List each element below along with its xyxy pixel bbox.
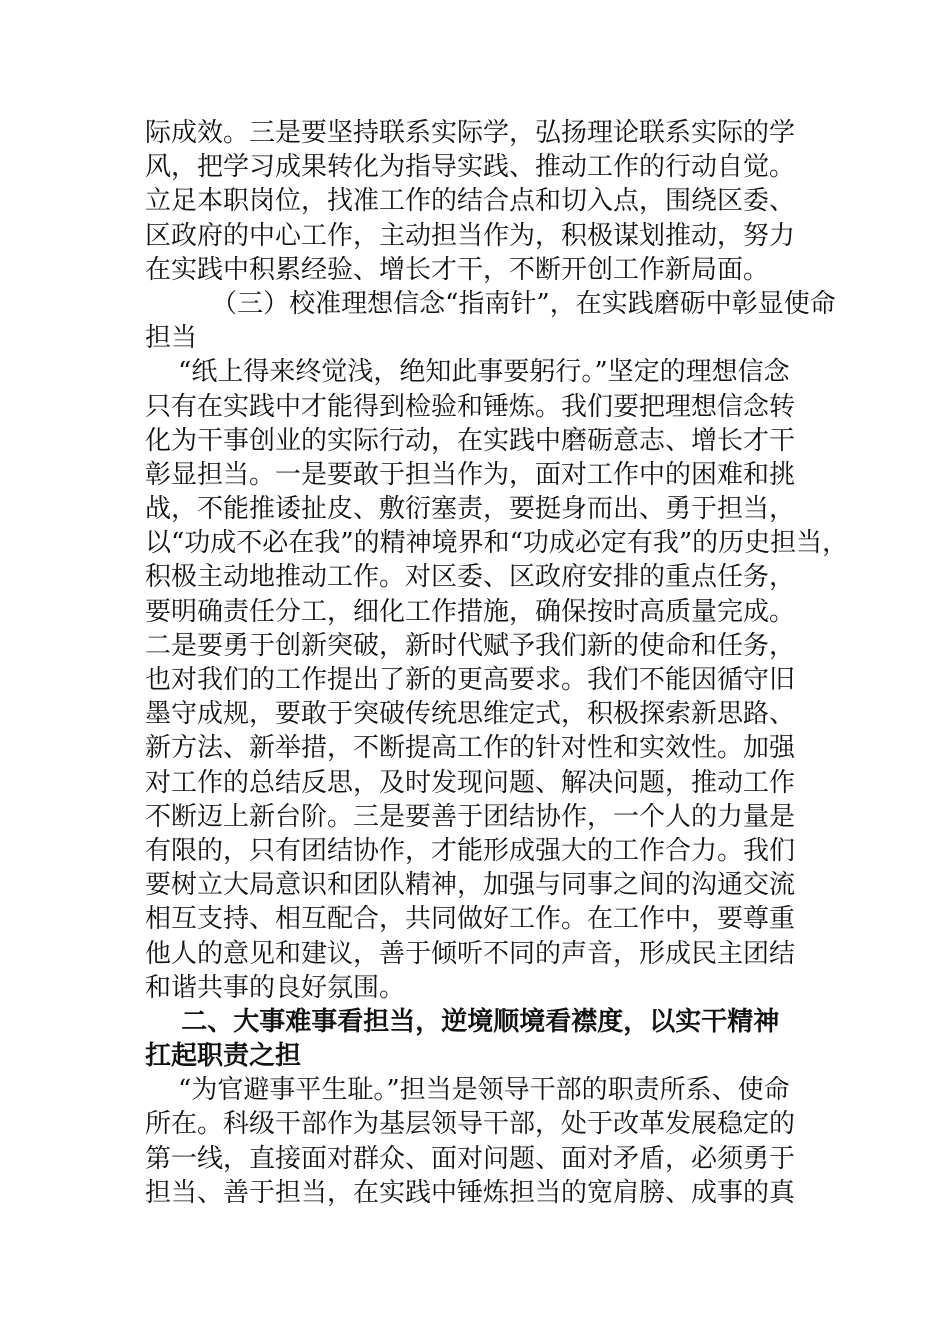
body-line: 风，把学习成果转化为指导实践、推动工作的行动自觉。 (145, 152, 796, 183)
document-body (145, 116, 849, 1210)
body-line: 区政府的中心工作，主动担当作为，积极谋划推动，努力 (145, 220, 796, 251)
body-line: 相互支持、相互配合，共同做好工作。在工作中，要尊重 (145, 904, 796, 935)
body-line: 所在。科级干部作为基层领导干部，处于改革发展稳定的 (145, 1109, 796, 1140)
body-line: 他人的意见和建议，善于倾听不同的声音，形成民主团结 (145, 938, 796, 969)
body-line: 以“功成不必在我”的精神境界和“功成必定有我”的历史担当， (145, 528, 849, 559)
body-line: 二是要勇于创新突破，新时代赋予我们新的使命和任务， (145, 630, 796, 661)
body-line: 担当、善于担当，在实践中锤炼担当的宽肩膀、成事的真 (145, 1177, 796, 1208)
body-line: 在实践中积累经验、增长才干，不断开创工作新局面。 (145, 254, 770, 285)
body-line: 立足本职岗位，找准工作的结合点和切入点，围绕区委、 (145, 186, 796, 217)
subheading-line: （三）校准理想信念“指南针”，在实践磨砺中彰显使命 (145, 288, 836, 319)
body-line: 也对我们的工作提出了新的更高要求。我们不能因循守旧 (145, 665, 796, 695)
body-line: 际成效。三是要坚持联系实际学，弘扬理论联系实际的学 (145, 118, 796, 148)
body-line: 有限的，只有团结协作，才能形成强大的工作合力。我们 (145, 835, 796, 866)
section-heading-line: 扛起职责之担 (145, 1041, 302, 1072)
body-line: 对工作的总结反思，及时发现问题、解决问题，推动工作 (145, 767, 796, 798)
body-line: 要明确责任分工，细化工作措施，确保按时高质量完成。 (145, 596, 796, 627)
body-line: 和谐共事的良好氛围。 (145, 972, 406, 1003)
body-line: 第一线，直接面对群众、面对问题、面对矛盾，必须勇于 (145, 1143, 796, 1174)
section-heading-line: 二、大事难事看担当，逆境顺境看襟度，以实干精神 (145, 1006, 780, 1037)
body-line: 战，不能推诿扯皮、敷衍塞责，要挺身而出、勇于担当， (145, 494, 796, 525)
body-line: “纸上得来终觉浅，绝知此事要躬行。”坚定的理想信念 (145, 357, 790, 388)
subheading-line: 担当 (145, 323, 198, 354)
body-line: 只有在实践中才能得到检验和锤炼。我们要把理想信念转 (145, 391, 796, 422)
body-line: 不断迈上新台阶。三是要善于团结协作，一个人的力量是 (145, 801, 796, 832)
body-line: 彰显担当。一是要敢于担当作为，面对工作中的困难和挑 (145, 459, 796, 490)
body-line: 化为干事创业的实际行动，在实践中磨砺意志、增长才干 (145, 425, 796, 456)
body-line: 要树立大局意识和团队精神，加强与同事之间的沟通交流 (145, 870, 796, 901)
body-line: 积极主动地推动工作。对区委、区政府安排的重点任务， (145, 562, 796, 593)
body-line: “为官避事平生耻。”担当是领导干部的职责所系、使命 (145, 1075, 790, 1106)
body-line: 墨守成规，要敢于突破传统思维定式，积极探索新思路、 (145, 699, 796, 730)
body-line: 新方法、新举措，不断提高工作的针对性和实效性。加强 (145, 733, 796, 764)
